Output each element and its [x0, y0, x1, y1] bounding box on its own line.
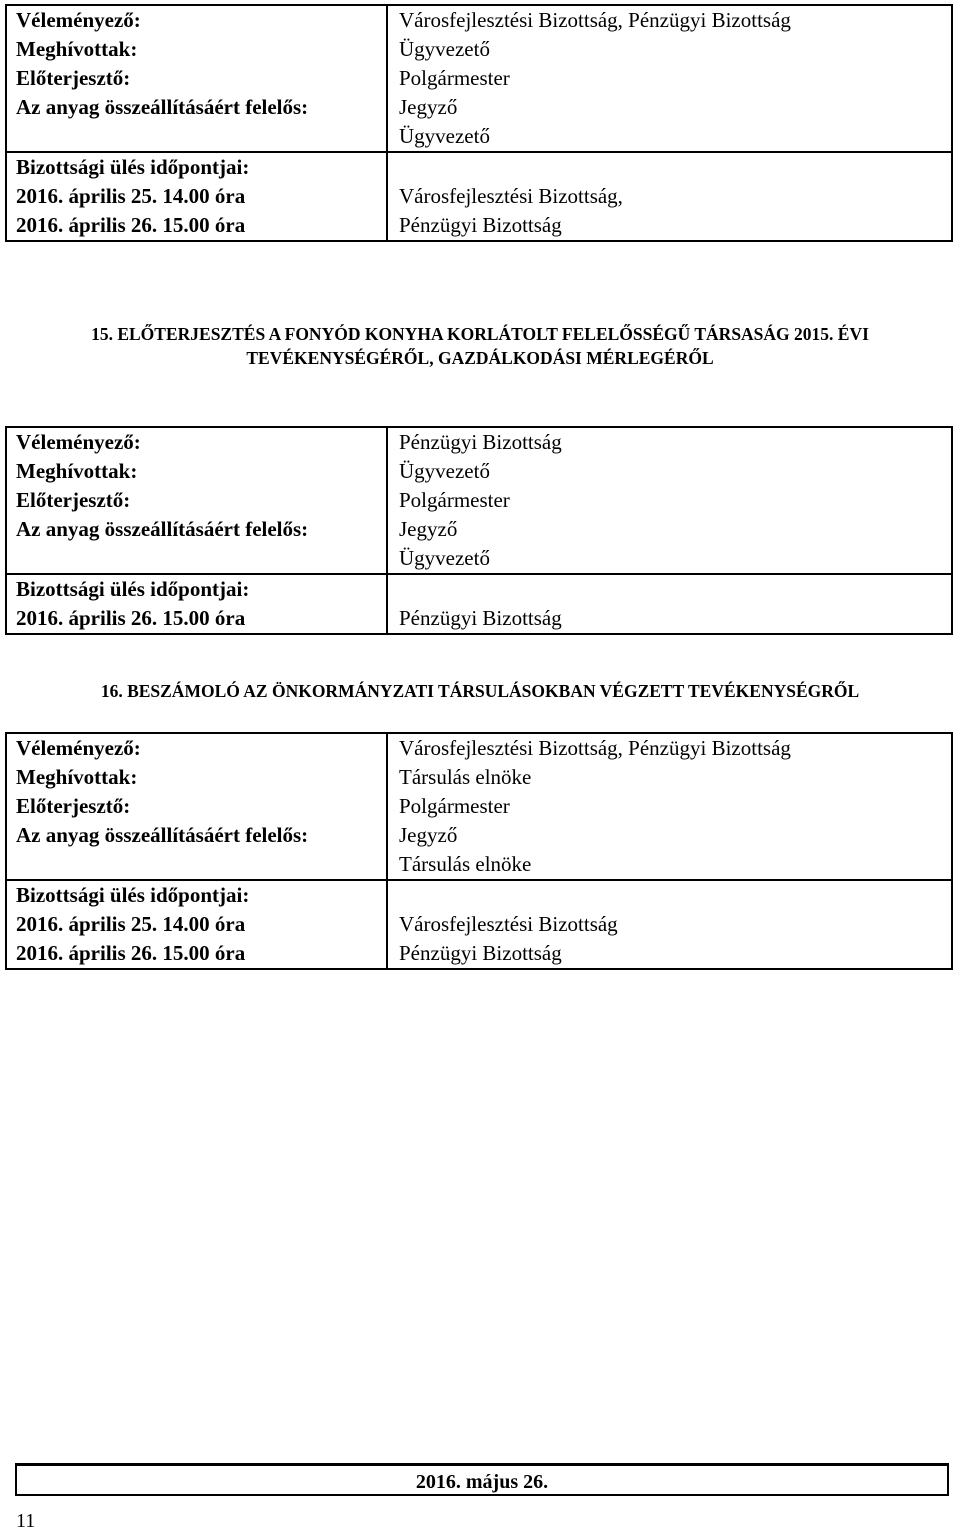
agenda-table-section-16 — [5, 732, 953, 970]
invited-value: Ügyvezető — [399, 37, 490, 61]
role-labels-cell — [6, 733, 387, 880]
role-values-cell — [387, 5, 952, 152]
reviewer-label: Véleményező: — [16, 8, 141, 32]
sessions-title: Bizottsági ülés időpontjai: — [16, 155, 250, 179]
responsible-label: Az anyag összeállításáért felelős: — [16, 823, 309, 847]
session-values-cell — [387, 880, 952, 969]
presenter-value: Polgármester — [399, 794, 510, 818]
section-15-heading — [0, 322, 960, 370]
presenter-value: Polgármester — [399, 66, 510, 90]
session-labels-cell — [6, 880, 387, 969]
responsible-label: Az anyag összeállításáért felelős: — [16, 517, 309, 541]
role-values-cell — [387, 427, 952, 574]
session-values-cell — [387, 152, 952, 241]
invited-value: Társulás elnöke — [399, 765, 532, 789]
section-16-title: 16. BESZÁMOLÓ AZ ÖNKORMÁNYZATI TÁRSULÁSOKBAN VÉGZETT TEVÉKENYSÉGRŐL — [100, 681, 860, 701]
footer-date-box — [15, 1463, 949, 1496]
responsible-label: Az anyag összeállításáért felelős: — [16, 95, 309, 119]
session-committee: Pénzügyi Bizottság — [399, 941, 562, 965]
agenda-table-previous — [5, 4, 953, 242]
responsible-value: Jegyző — [399, 95, 458, 119]
agenda-table-section-15 — [5, 426, 953, 635]
reviewer-value: Pénzügyi Bizottság — [399, 430, 562, 454]
reviewer-label: Véleményező: — [16, 736, 141, 760]
role-values-cell — [387, 733, 952, 880]
section-16-heading — [0, 679, 960, 703]
reviewer-value: Városfejlesztési Bizottság, Pénzügyi Bizottság — [399, 736, 791, 760]
responsible-value: Jegyző — [399, 517, 458, 541]
responsible-value: Jegyző — [399, 823, 458, 847]
invited-label: Meghívottak: — [16, 37, 138, 61]
invited-label: Meghívottak: — [16, 459, 138, 483]
session-committee: Városfejlesztési Bizottság — [399, 912, 618, 936]
invited-label: Meghívottak: — [16, 765, 138, 789]
role-labels-cell — [6, 5, 387, 152]
session-labels-cell — [6, 574, 387, 634]
sessions-title: Bizottsági ülés időpontjai: — [16, 577, 250, 601]
session-committee: Városfejlesztési Bizottság, — [399, 184, 623, 208]
responsible-value: Ügyvezető — [399, 124, 490, 148]
session-date: 2016. április 26. 15.00 óra — [16, 606, 246, 630]
footer-date: 2016. május 26. — [415, 1471, 549, 1493]
presenter-value: Polgármester — [399, 488, 510, 512]
session-committee: Pénzügyi Bizottság — [399, 606, 562, 630]
page-number: 11 — [16, 1510, 36, 1532]
session-date: 2016. április 25. 14.00 óra — [16, 912, 246, 936]
reviewer-label: Véleményező: — [16, 430, 141, 454]
session-date: 2016. április 26. 15.00 óra — [16, 941, 246, 965]
responsible-value: Ügyvezető — [399, 546, 490, 570]
session-values-cell — [387, 574, 952, 634]
role-labels-cell — [6, 427, 387, 574]
sessions-title: Bizottsági ülés időpontjai: — [16, 883, 250, 907]
session-date: 2016. április 25. 14.00 óra — [16, 184, 246, 208]
session-date: 2016. április 26. 15.00 óra — [16, 213, 246, 237]
reviewer-value: Városfejlesztési Bizottság, Pénzügyi Bizottság — [399, 8, 791, 32]
responsible-value: Társulás elnöke — [399, 852, 532, 876]
session-committee: Pénzügyi Bizottság — [399, 213, 562, 237]
presenter-label: Előterjesztő: — [16, 488, 131, 512]
presenter-label: Előterjesztő: — [16, 794, 131, 818]
session-labels-cell — [6, 152, 387, 241]
section-15-title-line2: TEVÉKENYSÉGÉRŐL, GAZDÁLKODÁSI MÉRLEGÉRŐL — [246, 348, 714, 368]
section-15-title-line1: 15. ELŐTERJESZTÉS A FONYÓD KONYHA KORLÁTOLT FELELŐSSÉGŰ TÁRSASÁG 2015. ÉVI — [91, 324, 869, 344]
invited-value: Ügyvezető — [399, 459, 490, 483]
presenter-label: Előterjesztő: — [16, 66, 131, 90]
